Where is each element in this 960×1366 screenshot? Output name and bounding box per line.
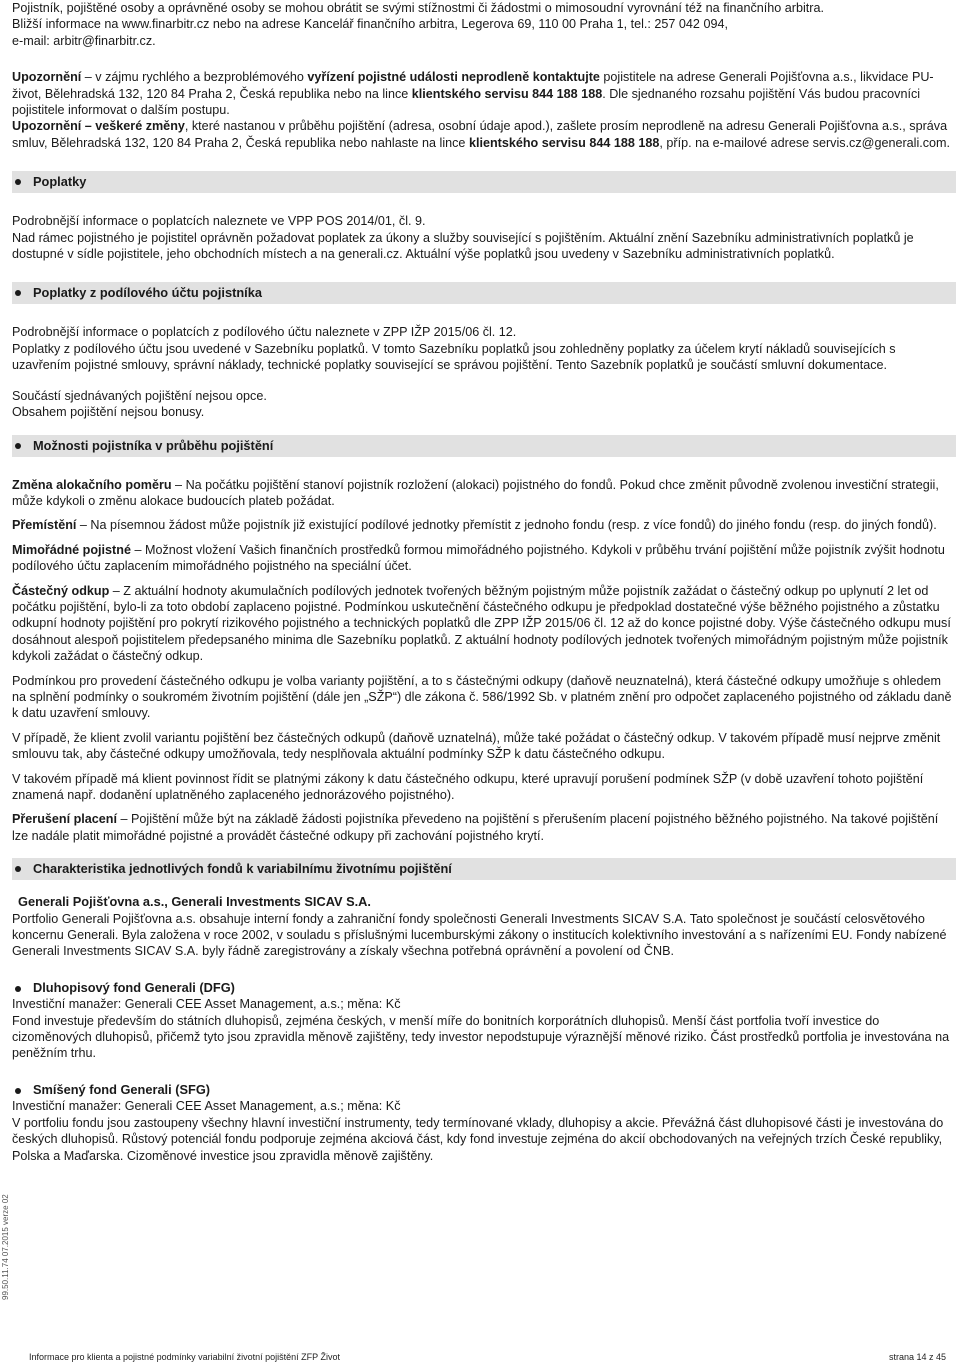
unit-fees-options: Součástí sjednávaných pojištění nejsou opce. bbox=[12, 388, 267, 403]
fund-dfg-manager: Investiční manažer: Generali CEE Asset Management, a.s.; měna: Kč bbox=[12, 997, 401, 1012]
fund-sfg-title: Smíšený fond Generali (SFG) bbox=[12, 1082, 956, 1098]
unit-fees-paragraph-2: Poplatky z podílového účtu jsou uvedené v Sazebníku poplatků. V tomto Sazebníku poplatků jsou zohledněny poplatky za účelem krytí nákladů souvisejících s uzavřením pojistné smlouvy, správní náklady, technické poplatky související se správou pojištění. Tento Sazebník poplatků je součástí smluvní dokumentace. bbox=[12, 341, 896, 373]
option-partial-surrender: Částečný odkup – Z aktuální hodnoty akumulačních podílových jednotek tvořených běžným pojistným může pojistník zažádat o částečný odkup po uplynutí 2 let od počátku pojištění, bylo-li za toto období zaplaceno pojistné. Podmínkou uskutečnění částečného odkupu je předpoklad dostatečné výše běžného pojistného a zůstatku odkupní hodnoty pojištění pro pokrytí rizikového pojistného a technických poplatků dle ZPP IŽP 2015/06 čl. 12 až do konce pojistné doby. Výše částečného odkupu musí dosáhnout alespoň pojistitelem předepsaného minima dle Sazebníku poplatků. Z aktuální hodnoty podílových jednotek tvořených mimořádným pojistným může pojistník kdykoli zažádat o částečný odkup. bbox=[12, 583, 951, 664]
document-code: 99.50.11.74 07.2015 verze 02 bbox=[1, 1194, 10, 1300]
fund-dfg-title: Dluhopisový fond Generali (DFG) bbox=[12, 980, 956, 996]
funds-generali-text: Portfolio Generali Pojišťovna a.s. obsahuje interní fondy a zahraniční fondy společnosti Generali Investments SICAV S.A. Tato společnost je součástí celosvětového koncernu Generali. Byla založena v roce 2002, v souladu s příslušnými lucemburskými zákony o institucích kolektivního investování a s nařízeními EU. Fondy nabízené Generali Investments SICAV S.A. byly řádně zaregistrovány a získaly všechna potřebná oprávnění a povolení od ČNB. bbox=[12, 911, 947, 959]
option-condition-3: V takovém případě má klient povinnost řídit se platnými zákony k datu částečného odkupu, které upravují porušení podmínek SŽP (v době uzavření tohoto pojištění znamená např. dodanění uplatněného zaplaceného jednorázového pojistného). bbox=[12, 771, 924, 802]
notice-claims: Upozornění – v zájmu rychlého a bezproblémového vyřízení pojistné události neprodleně kontaktujte pojistitele na adrese Generali Pojišťovna a.s., likvidace PU-život, Bělehradská 132, 120 84 Praha 2, Česká republika nebo na lince klientského servisu 844 188 188. Dle sjednaného rozsahu pojištění Vás budou pracovníci pojistitele informovat o dalším postupu. bbox=[12, 70, 934, 118]
unit-fees-bonuses: Obsahem pojištění nejsou bonusy. bbox=[12, 405, 205, 420]
document-page bbox=[12, 0, 956, 1164]
section-header-unit-fees: Poplatky z podílového účtu pojistníka bbox=[12, 282, 956, 304]
footer-title: Informace pro klienta a pojistné podmínky variabilní životní pojištění ZFP Život bbox=[29, 1352, 340, 1362]
unit-fees-paragraph-1: Podrobnější informace o poplatcích z podílového účtu naleznete v ZPP IŽP 2015/06 čl. 12. bbox=[12, 325, 517, 340]
fund-sfg-text: V portfoliu fondu jsou zastoupeny všechny hlavní investiční instrumenty, tedy termínované vklady, dluhopisy a akcie. Převážná část dluhopisové části je investována do českých dluhopisů. Růstový potenciál fondu podporuje zejména akciová část, kdy fond investuje zejména do akcií obchodovaných na veřejných trzích České republiky, Polska a Maďarska. Cizoměnové investice jsou zpravidla měnově zajištěny. bbox=[12, 1115, 944, 1163]
intro-line-3: e-mail: arbitr@finarbitr.cz. bbox=[12, 33, 156, 48]
intro-line-2: Bližší informace na www.finarbitr.cz nebo na adrese Kancelář finančního arbitra, Legerova 69, 110 00 Praha 1, tel.: 257 042 094, bbox=[12, 17, 728, 32]
option-condition-2: V případě, že klient zvolil variantu pojištění bez částečných odkupů (daňově uznatelná), může také požádat o částečný odkup. V takovém případě musí nejprve změnit smlouvu tak, aby částečné odkupy umožňovala, tedy nesplňovala aktuální podmínky SŽP k datu částečného odkupu. bbox=[12, 730, 941, 762]
section-header-funds: Charakteristika jednotlivých fondů k variabilnímu životnímu pojištění bbox=[12, 858, 956, 880]
section-header-options: Možnosti pojistníka v průběhu pojištění bbox=[12, 435, 956, 457]
option-payment-pause: Přerušení placení – Pojištění může být na základě žádosti pojistníka převedeno na pojištění s přerušením placení pojistného běžného pojistného. Na takové pojištění lze nadále platit mimořádné pojistné a provádět částečné odkupy při zachování pojistného krytí. bbox=[12, 812, 939, 843]
page-number: strana 14 z 45 bbox=[888, 1352, 946, 1362]
option-allocation: Změna alokačního poměru – Na počátku pojištění stanoví pojistník rozložení (alokaci) pojistného do fondů. Pokud chce změnit původně zvolenou investiční strategii, může kdykoli o změnu alokace budoucích plateb požádat. bbox=[12, 477, 939, 508]
fees-paragraph-2: Nad rámec pojistného je pojistitel oprávněn požadovat poplatek za úkony a služby související s pojištěním. Aktuální znění Sazebníku administrativních poplatků je dostupné v sídle pojistitele, jeho obchodních místech a na generali.cz. Aktuální výše poplatků jsou uvedeny v Sazebníku administrativních poplatků. bbox=[12, 230, 914, 262]
section-header-fees: Poplatky bbox=[12, 171, 956, 193]
fees-paragraph-1: Podrobnější informace o poplatcích naleznete ve VPP POS 2014/01, čl. 9. bbox=[12, 214, 426, 229]
option-extra-premium: Mimořádné pojistné – Možnost vložení Vašich finančních prostředků formou mimořádného pojistného. Kdykoli v průběhu trvání pojištění může pojistník zvýšit hodnotu podílového účtu zaplacením mimořádného pojistného na speciální účet. bbox=[12, 542, 945, 574]
option-transfer: Přemístění – Na písemnou žádost může pojistník již existující podílové jednotky přemístit z jednoho fondu (resp. z více fondů) do jiného fondu (resp. do jiných fondů). bbox=[12, 518, 937, 533]
fund-sfg-manager: Investiční manažer: Generali CEE Asset Management, a.s.; měna: Kč bbox=[12, 1099, 401, 1114]
fund-dfg-text: Fond investuje především do státních dluhopisů, zejména českých, v menší míře do bonitních korporátních dluhopisů. Menší část portfolia tvoří investice do cizoměnových dluhopisů, přičemž tyto jsou zpravidla měnově zajištěny, tedy investor nepodstupuje výraznější měnové riziko. Část prostředků portfolia je investována na peněžním trhu. bbox=[12, 1013, 950, 1061]
notice-changes: Upozornění – veškeré změny, které nastanou v průběhu pojištění (adresa, osobní údaje apod.), zašlete prosím neprodleně na adresu Generali Pojišťovna a.s., správa smluv, Bělehradská 132, 120 84 Praha 2, Česká republika nebo nahlaste na lince klientského servisu 844 188 188, příp. na e-mailové adrese servis.cz@generali.com. bbox=[12, 119, 951, 150]
option-condition-1: Podmínkou pro provedení částečného odkupu je volba varianty pojištění, a to s částečnými odkupy (daňově neuznatelná), která částečné odkupy umožňuje s ohledem na splnění podmínky o soukromém životním pojištění (dále jen „SŽP“) dle zákona č. 586/1992 Sb. v platném znění pro odpočet zaplaceného pojistného od základu daně k datu uzavření smlouvy. bbox=[12, 673, 952, 721]
page-footer bbox=[29, 1351, 946, 1363]
intro-line-1: Pojistník, pojištěné osoby a oprávněné osoby se mohou obrátit se svými stížnostmi či žádostmi o mimosoudní vyrovnání též na finančního arbitra. bbox=[12, 1, 825, 15]
funds-generali-title: Generali Pojišťovna a.s., Generali Investments SICAV S.A. bbox=[18, 894, 371, 910]
